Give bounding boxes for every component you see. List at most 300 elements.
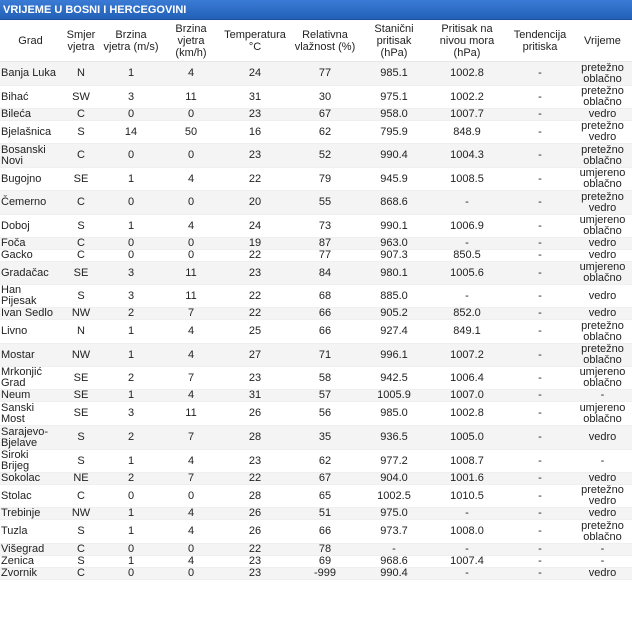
humidity-cell: 56 bbox=[289, 402, 361, 426]
weather-cell: vedro bbox=[573, 426, 632, 450]
weather-cell: pretežno oblačno bbox=[573, 320, 632, 344]
wind-speed-ms-cell: 1 bbox=[101, 168, 161, 191]
station-pressure-cell: 990.4 bbox=[361, 568, 427, 580]
station-pressure-cell: 996.1 bbox=[361, 344, 427, 367]
pressure-tendency-cell: - bbox=[507, 62, 573, 86]
wind-speed-kmh-cell: 11 bbox=[161, 402, 221, 426]
table-header-row bbox=[0, 21, 632, 62]
station-pressure-cell: 977.2 bbox=[361, 450, 427, 473]
weather-cell: vedro bbox=[573, 508, 632, 520]
wind-speed-kmh-cell: 4 bbox=[161, 508, 221, 520]
weather-cell: umjereno oblačno bbox=[573, 168, 632, 191]
sea-level-pressure-cell: 1008.0 bbox=[427, 520, 507, 544]
temperature-cell: 23 bbox=[221, 556, 289, 568]
wind-direction-cell: SE bbox=[61, 390, 101, 402]
station-pressure-cell: 975.1 bbox=[361, 86, 427, 109]
table-row bbox=[0, 285, 632, 308]
humidity-cell: 69 bbox=[289, 556, 361, 568]
col-smjer-vjetra-header: Smjer vjetra bbox=[61, 21, 101, 62]
pressure-tendency-cell: - bbox=[507, 402, 573, 426]
weather-cell: umjereno oblačno bbox=[573, 367, 632, 390]
wind-speed-kmh-cell: 0 bbox=[161, 238, 221, 250]
weather-cell: umjereno oblačno bbox=[573, 402, 632, 426]
table-row bbox=[0, 262, 632, 285]
sea-level-pressure-cell: 1002.8 bbox=[427, 402, 507, 426]
wind-direction-cell: C bbox=[61, 544, 101, 556]
weather-cell: vedro bbox=[573, 109, 632, 121]
station-pressure-cell: 1002.5 bbox=[361, 485, 427, 508]
wind-direction-cell: S bbox=[61, 121, 101, 144]
table-row bbox=[0, 568, 632, 580]
city-cell: Han Pijesak bbox=[0, 285, 61, 308]
humidity-cell: 55 bbox=[289, 191, 361, 215]
temperature-cell: 22 bbox=[221, 544, 289, 556]
temperature-cell: 31 bbox=[221, 86, 289, 109]
wind-speed-ms-cell: 2 bbox=[101, 308, 161, 320]
humidity-cell: 62 bbox=[289, 121, 361, 144]
wind-speed-ms-cell: 1 bbox=[101, 62, 161, 86]
pressure-tendency-cell: - bbox=[507, 473, 573, 485]
table-row bbox=[0, 250, 632, 262]
wind-speed-kmh-cell: 4 bbox=[161, 390, 221, 402]
table-row bbox=[0, 544, 632, 556]
pressure-tendency-cell: - bbox=[507, 508, 573, 520]
table-row bbox=[0, 508, 632, 520]
sea-level-pressure-cell: 1008.7 bbox=[427, 450, 507, 473]
wind-speed-kmh-cell: 4 bbox=[161, 62, 221, 86]
wind-speed-ms-cell: 0 bbox=[101, 250, 161, 262]
sea-level-pressure-cell: 1008.5 bbox=[427, 168, 507, 191]
weather-cell: - bbox=[573, 556, 632, 568]
weather-cell: umjereno oblačno bbox=[573, 215, 632, 238]
station-pressure-cell: 1005.9 bbox=[361, 390, 427, 402]
wind-direction-cell: S bbox=[61, 215, 101, 238]
station-pressure-cell: 942.5 bbox=[361, 367, 427, 390]
pressure-tendency-cell: - bbox=[507, 556, 573, 568]
sea-level-pressure-cell: 1005.0 bbox=[427, 426, 507, 450]
wind-direction-cell: SW bbox=[61, 86, 101, 109]
col-vlaznost-header: Relativna vlažnost (%) bbox=[289, 21, 361, 62]
humidity-cell: 78 bbox=[289, 544, 361, 556]
station-pressure-cell: 795.9 bbox=[361, 121, 427, 144]
temperature-cell: 23 bbox=[221, 144, 289, 168]
pressure-tendency-cell: - bbox=[507, 320, 573, 344]
pressure-tendency-cell: - bbox=[507, 520, 573, 544]
station-pressure-cell: - bbox=[361, 544, 427, 556]
temperature-cell: 23 bbox=[221, 262, 289, 285]
pressure-tendency-cell: - bbox=[507, 344, 573, 367]
temperature-cell: 22 bbox=[221, 473, 289, 485]
wind-direction-cell: C bbox=[61, 238, 101, 250]
humidity-cell: 51 bbox=[289, 508, 361, 520]
table-row bbox=[0, 121, 632, 144]
wind-speed-ms-cell: 3 bbox=[101, 285, 161, 308]
sea-level-pressure-cell: 1007.2 bbox=[427, 344, 507, 367]
wind-direction-cell: C bbox=[61, 568, 101, 580]
wind-speed-kmh-cell: 50 bbox=[161, 121, 221, 144]
temperature-cell: 26 bbox=[221, 520, 289, 544]
temperature-cell: 28 bbox=[221, 485, 289, 508]
sea-level-pressure-cell: 1006.9 bbox=[427, 215, 507, 238]
city-cell: Zvornik bbox=[0, 568, 61, 580]
sea-level-pressure-cell: - bbox=[427, 285, 507, 308]
col-stanicni-pritisak-header: Stanični pritisak (hPa) bbox=[361, 21, 427, 62]
station-pressure-cell: 945.9 bbox=[361, 168, 427, 191]
city-cell: Tuzla bbox=[0, 520, 61, 544]
city-cell: Bjelašnica bbox=[0, 121, 61, 144]
sea-level-pressure-cell: 1007.4 bbox=[427, 556, 507, 568]
sea-level-pressure-cell: 1007.0 bbox=[427, 390, 507, 402]
table-row bbox=[0, 215, 632, 238]
wind-speed-ms-cell: 1 bbox=[101, 215, 161, 238]
pressure-tendency-cell: - bbox=[507, 144, 573, 168]
table-row bbox=[0, 390, 632, 402]
sea-level-pressure-cell: 1001.6 bbox=[427, 473, 507, 485]
weather-cell: vedro bbox=[573, 308, 632, 320]
wind-speed-ms-cell: 2 bbox=[101, 367, 161, 390]
temperature-cell: 19 bbox=[221, 238, 289, 250]
station-pressure-cell: 927.4 bbox=[361, 320, 427, 344]
pressure-tendency-cell: - bbox=[507, 191, 573, 215]
table-row bbox=[0, 320, 632, 344]
table-row bbox=[0, 238, 632, 250]
table-row bbox=[0, 168, 632, 191]
weather-cell: - bbox=[573, 544, 632, 556]
table-row bbox=[0, 426, 632, 450]
city-cell: Stolac bbox=[0, 485, 61, 508]
weather-cell: vedro bbox=[573, 250, 632, 262]
temperature-cell: 22 bbox=[221, 168, 289, 191]
wind-speed-ms-cell: 0 bbox=[101, 144, 161, 168]
wind-speed-kmh-cell: 0 bbox=[161, 191, 221, 215]
wind-speed-ms-cell: 0 bbox=[101, 109, 161, 121]
wind-speed-kmh-cell: 4 bbox=[161, 556, 221, 568]
temperature-cell: 28 bbox=[221, 426, 289, 450]
city-cell: Banja Luka bbox=[0, 62, 61, 86]
wind-direction-cell: NE bbox=[61, 473, 101, 485]
table-row bbox=[0, 62, 632, 86]
pressure-tendency-cell: - bbox=[507, 262, 573, 285]
wind-speed-ms-cell: 1 bbox=[101, 320, 161, 344]
station-pressure-cell: 885.0 bbox=[361, 285, 427, 308]
humidity-cell: 66 bbox=[289, 308, 361, 320]
temperature-cell: 26 bbox=[221, 402, 289, 426]
wind-speed-kmh-cell: 0 bbox=[161, 544, 221, 556]
weather-cell: vedro bbox=[573, 238, 632, 250]
pressure-tendency-cell: - bbox=[507, 308, 573, 320]
wind-speed-kmh-cell: 4 bbox=[161, 344, 221, 367]
wind-direction-cell: C bbox=[61, 191, 101, 215]
temperature-cell: 22 bbox=[221, 285, 289, 308]
humidity-cell: 52 bbox=[289, 144, 361, 168]
wind-speed-ms-cell: 0 bbox=[101, 485, 161, 508]
humidity-cell: 67 bbox=[289, 109, 361, 121]
sea-level-pressure-cell: 1006.4 bbox=[427, 367, 507, 390]
weather-cell: pretežno oblačno bbox=[573, 62, 632, 86]
humidity-cell: 30 bbox=[289, 86, 361, 109]
city-cell: Sarajevo-Bjelave bbox=[0, 426, 61, 450]
pressure-tendency-cell: - bbox=[507, 426, 573, 450]
wind-speed-ms-cell: 3 bbox=[101, 262, 161, 285]
station-pressure-cell: 985.0 bbox=[361, 402, 427, 426]
sea-level-pressure-cell: - bbox=[427, 568, 507, 580]
wind-direction-cell: S bbox=[61, 426, 101, 450]
pressure-tendency-cell: - bbox=[507, 109, 573, 121]
weather-cell: pretežno oblačno bbox=[573, 520, 632, 544]
sea-level-pressure-cell: 1005.6 bbox=[427, 262, 507, 285]
table-row bbox=[0, 144, 632, 168]
humidity-cell: 77 bbox=[289, 250, 361, 262]
pressure-tendency-cell: - bbox=[507, 568, 573, 580]
sea-level-pressure-cell: - bbox=[427, 191, 507, 215]
city-cell: Ivan Sedlo bbox=[0, 308, 61, 320]
weather-cell: vedro bbox=[573, 568, 632, 580]
table-row bbox=[0, 520, 632, 544]
wind-direction-cell: N bbox=[61, 62, 101, 86]
col-temperatura-header: Temperatura °C bbox=[221, 21, 289, 62]
station-pressure-cell: 990.4 bbox=[361, 144, 427, 168]
wind-speed-kmh-cell: 11 bbox=[161, 86, 221, 109]
wind-speed-kmh-cell: 4 bbox=[161, 520, 221, 544]
sea-level-pressure-cell: - bbox=[427, 508, 507, 520]
wind-speed-ms-cell: 1 bbox=[101, 556, 161, 568]
temperature-cell: 22 bbox=[221, 250, 289, 262]
weather-cell: pretežno oblačno bbox=[573, 344, 632, 367]
sea-level-pressure-cell: - bbox=[427, 238, 507, 250]
humidity-cell: 62 bbox=[289, 450, 361, 473]
temperature-cell: 23 bbox=[221, 568, 289, 580]
wind-speed-kmh-cell: 4 bbox=[161, 320, 221, 344]
station-pressure-cell: 980.1 bbox=[361, 262, 427, 285]
humidity-cell: 77 bbox=[289, 62, 361, 86]
station-pressure-cell: 868.6 bbox=[361, 191, 427, 215]
sea-level-pressure-cell: 1004.3 bbox=[427, 144, 507, 168]
humidity-cell: 71 bbox=[289, 344, 361, 367]
city-cell: Čemerno bbox=[0, 191, 61, 215]
station-pressure-cell: 975.0 bbox=[361, 508, 427, 520]
city-cell: Livno bbox=[0, 320, 61, 344]
weather-cell: pretežno oblačno bbox=[573, 144, 632, 168]
humidity-cell: 84 bbox=[289, 262, 361, 285]
city-cell: Sokolac bbox=[0, 473, 61, 485]
wind-speed-kmh-cell: 4 bbox=[161, 450, 221, 473]
col-brzina-kmh-header: Brzina vjetra (km/h) bbox=[161, 21, 221, 62]
temperature-cell: 24 bbox=[221, 215, 289, 238]
station-pressure-cell: 936.5 bbox=[361, 426, 427, 450]
wind-direction-cell: S bbox=[61, 450, 101, 473]
city-cell: Bugojno bbox=[0, 168, 61, 191]
wind-speed-kmh-cell: 7 bbox=[161, 308, 221, 320]
humidity-cell: 66 bbox=[289, 520, 361, 544]
pressure-tendency-cell: - bbox=[507, 485, 573, 508]
pressure-tendency-cell: - bbox=[507, 121, 573, 144]
pressure-tendency-cell: - bbox=[507, 238, 573, 250]
wind-direction-cell: SE bbox=[61, 168, 101, 191]
temperature-cell: 31 bbox=[221, 390, 289, 402]
table-body bbox=[0, 62, 632, 580]
col-pritisak-more-header: Pritisak na nivou mora (hPa) bbox=[427, 21, 507, 62]
city-cell: Bihać bbox=[0, 86, 61, 109]
temperature-cell: 20 bbox=[221, 191, 289, 215]
station-pressure-cell: 985.1 bbox=[361, 62, 427, 86]
weather-cell: pretežno oblačno bbox=[573, 86, 632, 109]
wind-speed-kmh-cell: 7 bbox=[161, 367, 221, 390]
sea-level-pressure-cell: 1002.8 bbox=[427, 62, 507, 86]
wind-speed-ms-cell: 0 bbox=[101, 191, 161, 215]
temperature-cell: 25 bbox=[221, 320, 289, 344]
temperature-cell: 26 bbox=[221, 508, 289, 520]
city-cell: Gradačac bbox=[0, 262, 61, 285]
pressure-tendency-cell: - bbox=[507, 86, 573, 109]
wind-direction-cell: C bbox=[61, 144, 101, 168]
table-row bbox=[0, 485, 632, 508]
col-vrijeme-header: Vrijeme bbox=[573, 21, 632, 62]
wind-direction-cell: SE bbox=[61, 402, 101, 426]
city-cell: Sanski Most bbox=[0, 402, 61, 426]
weather-cell: pretežno vedro bbox=[573, 191, 632, 215]
table-row bbox=[0, 473, 632, 485]
wind-direction-cell: C bbox=[61, 485, 101, 508]
table-row bbox=[0, 367, 632, 390]
sea-level-pressure-cell: 1007.7 bbox=[427, 109, 507, 121]
temperature-cell: 23 bbox=[221, 450, 289, 473]
wind-speed-ms-cell: 0 bbox=[101, 544, 161, 556]
sea-level-pressure-cell: 1010.5 bbox=[427, 485, 507, 508]
temperature-cell: 16 bbox=[221, 121, 289, 144]
city-cell: Trebinje bbox=[0, 508, 61, 520]
weather-cell: umjereno oblačno bbox=[573, 262, 632, 285]
station-pressure-cell: 905.2 bbox=[361, 308, 427, 320]
wind-speed-kmh-cell: 0 bbox=[161, 250, 221, 262]
wind-direction-cell: SE bbox=[61, 262, 101, 285]
station-pressure-cell: 907.3 bbox=[361, 250, 427, 262]
temperature-cell: 27 bbox=[221, 344, 289, 367]
sea-level-pressure-cell: 1002.2 bbox=[427, 86, 507, 109]
pressure-tendency-cell: - bbox=[507, 168, 573, 191]
weather-cell: - bbox=[573, 390, 632, 402]
page-title: VRIJEME U BOSNI I HERCEGOVINI bbox=[0, 0, 632, 20]
wind-speed-kmh-cell: 7 bbox=[161, 426, 221, 450]
pressure-tendency-cell: - bbox=[507, 250, 573, 262]
weather-table bbox=[0, 21, 632, 580]
pressure-tendency-cell: - bbox=[507, 450, 573, 473]
pressure-tendency-cell: - bbox=[507, 285, 573, 308]
wind-speed-ms-cell: 1 bbox=[101, 450, 161, 473]
wind-speed-kmh-cell: 11 bbox=[161, 285, 221, 308]
station-pressure-cell: 963.0 bbox=[361, 238, 427, 250]
wind-speed-ms-cell: 3 bbox=[101, 86, 161, 109]
table-row bbox=[0, 109, 632, 121]
wind-speed-ms-cell: 0 bbox=[101, 568, 161, 580]
wind-direction-cell: C bbox=[61, 109, 101, 121]
humidity-cell: 67 bbox=[289, 473, 361, 485]
weather-cell: vedro bbox=[573, 473, 632, 485]
wind-direction-cell: S bbox=[61, 556, 101, 568]
wind-direction-cell: NW bbox=[61, 508, 101, 520]
wind-speed-ms-cell: 0 bbox=[101, 238, 161, 250]
col-tendencija-header: Tendencija pritiska bbox=[507, 21, 573, 62]
weather-cell: pretežno vedro bbox=[573, 121, 632, 144]
pressure-tendency-cell: - bbox=[507, 367, 573, 390]
wind-speed-kmh-cell: 11 bbox=[161, 262, 221, 285]
city-cell: Bileća bbox=[0, 109, 61, 121]
wind-speed-kmh-cell: 4 bbox=[161, 168, 221, 191]
station-pressure-cell: 958.0 bbox=[361, 109, 427, 121]
city-cell: Široki Brijeg bbox=[0, 450, 61, 473]
humidity-cell: 65 bbox=[289, 485, 361, 508]
sea-level-pressure-cell: - bbox=[427, 544, 507, 556]
table-row bbox=[0, 402, 632, 426]
wind-direction-cell: C bbox=[61, 250, 101, 262]
wind-speed-ms-cell: 2 bbox=[101, 426, 161, 450]
city-cell: Doboj bbox=[0, 215, 61, 238]
table-row bbox=[0, 344, 632, 367]
temperature-cell: 24 bbox=[221, 62, 289, 86]
col-brzina-ms-header: Brzina vjetra (m/s) bbox=[101, 21, 161, 62]
city-cell: Neum bbox=[0, 390, 61, 402]
wind-speed-ms-cell: 1 bbox=[101, 344, 161, 367]
wind-speed-ms-cell: 2 bbox=[101, 473, 161, 485]
temperature-cell: 23 bbox=[221, 109, 289, 121]
col-grad-header: Grad bbox=[0, 21, 61, 62]
wind-speed-kmh-cell: 4 bbox=[161, 215, 221, 238]
wind-direction-cell: NW bbox=[61, 344, 101, 367]
sea-level-pressure-cell: 852.0 bbox=[427, 308, 507, 320]
table-row bbox=[0, 556, 632, 568]
station-pressure-cell: 904.0 bbox=[361, 473, 427, 485]
wind-speed-kmh-cell: 0 bbox=[161, 568, 221, 580]
city-cell: Mostar bbox=[0, 344, 61, 367]
wind-direction-cell: N bbox=[61, 320, 101, 344]
station-pressure-cell: 973.7 bbox=[361, 520, 427, 544]
table-row bbox=[0, 191, 632, 215]
humidity-cell: 57 bbox=[289, 390, 361, 402]
wind-speed-ms-cell: 1 bbox=[101, 520, 161, 544]
wind-speed-ms-cell: 1 bbox=[101, 390, 161, 402]
wind-direction-cell: S bbox=[61, 285, 101, 308]
wind-direction-cell: SE bbox=[61, 367, 101, 390]
sea-level-pressure-cell: 849.1 bbox=[427, 320, 507, 344]
city-cell: Gacko bbox=[0, 250, 61, 262]
wind-speed-ms-cell: 1 bbox=[101, 508, 161, 520]
sea-level-pressure-cell: 848.9 bbox=[427, 121, 507, 144]
humidity-cell: 66 bbox=[289, 320, 361, 344]
city-cell: Mrkonjić Grad bbox=[0, 367, 61, 390]
weather-cell: pretežno vedro bbox=[573, 485, 632, 508]
city-cell: Zenica bbox=[0, 556, 61, 568]
wind-speed-kmh-cell: 7 bbox=[161, 473, 221, 485]
weather-cell: vedro bbox=[573, 285, 632, 308]
wind-direction-cell: S bbox=[61, 520, 101, 544]
station-pressure-cell: 968.6 bbox=[361, 556, 427, 568]
city-cell: Bosanski Novi bbox=[0, 144, 61, 168]
wind-speed-kmh-cell: 0 bbox=[161, 109, 221, 121]
pressure-tendency-cell: - bbox=[507, 215, 573, 238]
sea-level-pressure-cell: 850.5 bbox=[427, 250, 507, 262]
table-row bbox=[0, 86, 632, 109]
wind-speed-kmh-cell: 0 bbox=[161, 144, 221, 168]
humidity-cell: -999 bbox=[289, 568, 361, 580]
table-row bbox=[0, 308, 632, 320]
pressure-tendency-cell: - bbox=[507, 544, 573, 556]
wind-speed-ms-cell: 3 bbox=[101, 402, 161, 426]
temperature-cell: 22 bbox=[221, 308, 289, 320]
city-cell: Višegrad bbox=[0, 544, 61, 556]
city-cell: Foča bbox=[0, 238, 61, 250]
wind-speed-kmh-cell: 0 bbox=[161, 485, 221, 508]
station-pressure-cell: 990.1 bbox=[361, 215, 427, 238]
humidity-cell: 58 bbox=[289, 367, 361, 390]
